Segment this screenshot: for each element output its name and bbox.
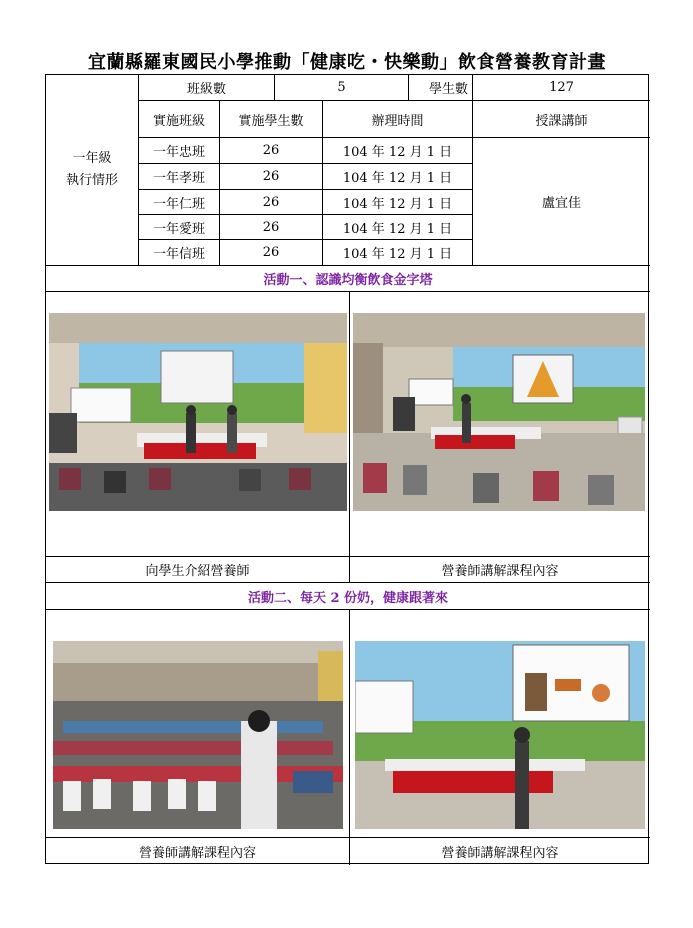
row-students: 26	[262, 219, 280, 235]
header-students: 實施學生數	[238, 113, 304, 129]
row-class: 一年仁班	[152, 196, 205, 212]
row-students: 26	[262, 143, 280, 158]
instructor-name: 盧宜佳	[541, 196, 581, 211]
row-date: 104 年 12 月 1 日	[342, 221, 453, 237]
activity2-caption-left: 營養師講解課程內容	[138, 845, 256, 861]
row-students: 26	[262, 194, 280, 210]
page-title: 宜蘭縣羅東國民小學推動「健康吃・快樂動」飲食營養教育計畫	[88, 52, 606, 73]
class-count-label: 班級數	[186, 82, 226, 97]
row-date: 104 年 12 月 1 日	[342, 247, 453, 262]
header-instructor: 授課講師	[535, 113, 588, 129]
row-date: 104 年 12 月 1 日	[342, 196, 453, 212]
row-students: 26	[262, 245, 280, 260]
activity2-title: 活動二、每天 2 份奶，健康跟著來	[247, 590, 449, 606]
photo-students-audience	[53, 641, 343, 829]
row-class: 一年愛班	[152, 221, 205, 237]
row-class: 一年孝班	[152, 171, 205, 186]
row-class: 一年信班	[152, 247, 205, 262]
activity1-title: 活動一、認識均衡飲食金字塔	[263, 273, 433, 288]
student-count-label: 學生數	[428, 82, 468, 97]
class-count-value: 5	[337, 80, 346, 95]
photo-intro-dietitian	[49, 313, 347, 511]
grade-label-line2: 執行情形	[65, 173, 118, 188]
activity2-caption-right: 營養師講解課程內容	[441, 845, 559, 861]
activity1-caption-left: 向學生介紹營養師	[145, 564, 250, 579]
student-count-value: 127	[549, 80, 574, 95]
photo-pyramid-lecture	[353, 313, 645, 511]
row-date: 104 年 12 月 1 日	[342, 171, 453, 186]
header-date: 辦理時間	[371, 113, 424, 129]
activity1-caption-right: 營養師講解課程內容	[441, 564, 559, 579]
grade-label	[46, 75, 138, 265]
row-students: 26	[262, 169, 280, 184]
plan-table	[45, 74, 649, 864]
photo-milk-lecture	[355, 641, 645, 829]
row-date: 104 年 12 月 1 日	[342, 145, 453, 160]
row-class: 一年忠班	[152, 145, 205, 160]
header-class: 實施班級	[152, 113, 205, 129]
grade-label-line1: 一年級	[72, 151, 112, 166]
